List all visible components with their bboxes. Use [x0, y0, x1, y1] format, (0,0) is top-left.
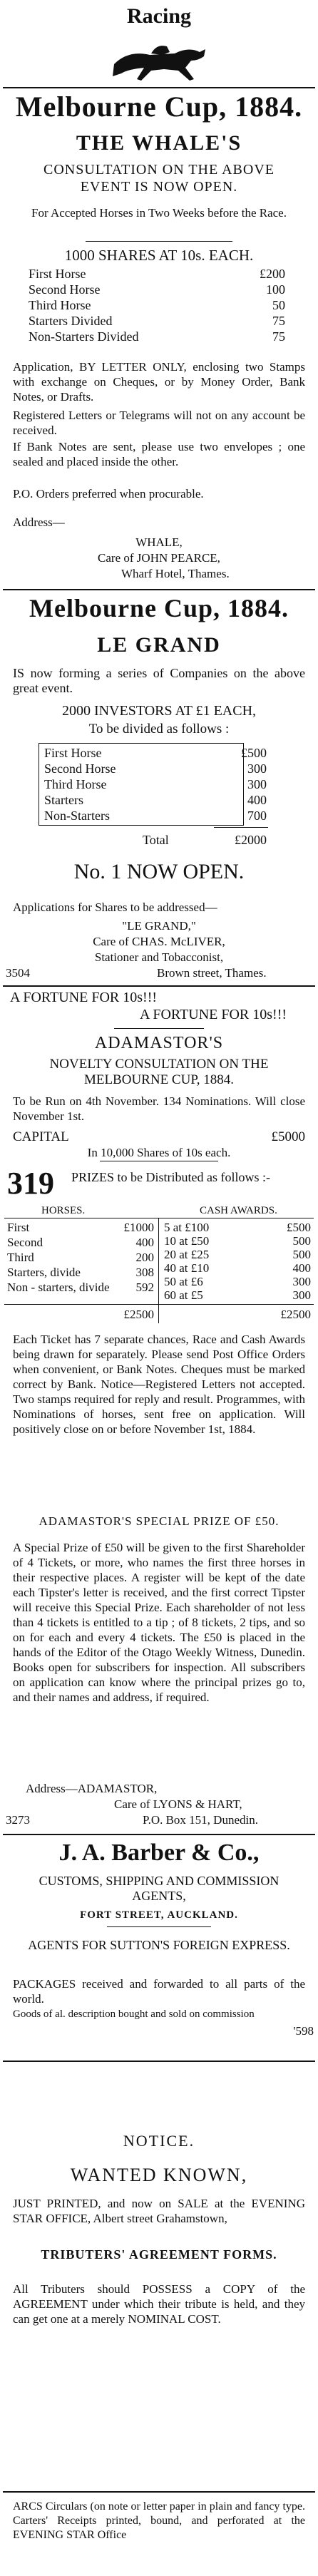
- cash-header: CASH AWARDS.: [200, 1205, 277, 1216]
- ad3-address-label: Address—ADAMASTOR,: [26, 1782, 158, 1795]
- cash-row: 60 at £5 300: [164, 1288, 311, 1302]
- ad3-sub2: MELBOURNE CUP, 1884.: [83, 1072, 235, 1087]
- prize-row: Starters Divided 75: [29, 314, 285, 328]
- table-divider: [158, 1218, 159, 1323]
- ad2-subheading: LE GRAND: [97, 633, 221, 657]
- ad5-title: TRIBUTERS' AGREEMENT FORMS.: [41, 2247, 277, 2262]
- ad2-divided: To be divided as follows :: [88, 722, 230, 737]
- ad3-body: Each Ticket has 7 separate chances, Race and Cash Awards being drawn for separately. Please send Post Office Orders when convenient, or Bank Notes. Cheques must be marked correct by Bank. Notice—Registered Letters not accepted. Two stamps required for reply and result. Programmes, with Nominations of horses, sent free on application. Will positively close on or before November 1st, 1884.: [13, 1333, 305, 1436]
- capital-row: CAPITAL £5000: [13, 1129, 305, 1144]
- ad2-investors: 2000 INVESTORS AT £1 EACH,: [61, 703, 257, 719]
- ad1-subheading: THE WHALE'S: [76, 131, 242, 155]
- ad1-addr2: Care of JOHN PEARCE,: [98, 551, 220, 565]
- section-title: Racing: [127, 4, 191, 28]
- prize-row: Non-Starters Divided 75: [29, 329, 285, 344]
- ad4-agents: AGENTS FOR SUTTON'S FOREIGN EXPRESS.: [28, 1938, 290, 1952]
- ad3-addr1: Care of LYONS & HART,: [114, 1797, 242, 1811]
- ad1-line2: EVENT IS NOW OPEN.: [80, 179, 238, 195]
- ad2-addr1: "LE GRAND,": [122, 919, 196, 933]
- horse-row: Second 400: [7, 1236, 154, 1249]
- horses-total: £2500: [123, 1308, 154, 1321]
- divider: [107, 1926, 211, 1927]
- prize-row: Non-Starters 700: [44, 809, 267, 823]
- prize-row: Second Horse 300: [44, 761, 267, 776]
- horse-row: Starters, divide 308: [7, 1266, 154, 1279]
- ad4-line2: FORT STREET, AUCKLAND.: [80, 1909, 238, 1921]
- ad1-addr3: Wharf Hotel, Thames.: [121, 567, 230, 580]
- ad2-addr3: Stationer and Tobacconist,: [94, 950, 224, 964]
- ad5-line2: JUST PRINTED, and now on SALE at the EVENING STAR OFFICE, Albert street Grahamstown,: [13, 2197, 305, 2225]
- ad3-sub1: NOVELTY CONSULTATION ON THE: [49, 1057, 269, 1072]
- horse-row: Non - starters, divide 592: [7, 1281, 154, 1294]
- divider: [86, 241, 232, 242]
- ad4-body2: Goods of al. description bought and sold on commission: [13, 2008, 255, 2020]
- ad2-open: No. 1 NOW OPEN.: [73, 860, 245, 883]
- divider: [3, 2491, 315, 2493]
- ad3-run: To be Run on 4th November. 134 Nominations. Will close November 1st.: [13, 1094, 305, 1123]
- prize-row: Third Horse 300: [44, 777, 267, 791]
- horse-row: First £1000: [7, 1221, 154, 1234]
- racehorse-illustration: [107, 39, 211, 83]
- ad3-addr2: P.O. Box 151, Dunedin.: [143, 1813, 258, 1827]
- divider: [3, 87, 315, 88]
- divider: [3, 589, 315, 590]
- cash-row: 5 at £100 £500: [164, 1221, 311, 1234]
- ad1-body2: Registered Letters or Telegrams will not on any account be received.: [13, 409, 305, 437]
- ad3-capital-note: In 10,000 Shares of 10s each.: [87, 1146, 231, 1159]
- horse-row: Third 200: [7, 1251, 154, 1264]
- ad3-prizes-text: PRIZES to be Distributed as follows :-: [71, 1170, 270, 1184]
- ad6-body: ARCS Circulars (on note or letter paper in plain and fancy type. Carters' Receipts printed, bound, and perforated at the EVENING STAR Office: [13, 2500, 305, 2541]
- ad3-number: 3273: [6, 1813, 30, 1827]
- ad1-shares: 1000 SHARES AT 10s. EACH.: [64, 247, 254, 264]
- ad2-number: 3504: [6, 966, 30, 980]
- cash-row: 10 at £50 500: [164, 1234, 311, 1248]
- ad1-accepted: For Accepted Horses in Two Weeks before the Race.: [31, 206, 287, 220]
- ad3-fortune2: A FORTUNE FOR 10s!!!: [140, 1007, 287, 1022]
- divider: [214, 827, 268, 828]
- divider: [3, 985, 315, 987]
- ad2-addr4: Brown street, Thames.: [157, 966, 267, 980]
- ad4-number: '598: [293, 2024, 314, 2038]
- ad1-address-label: Address—: [13, 515, 65, 529]
- divider: [3, 1834, 315, 1835]
- horses-header: HORSES.: [41, 1205, 86, 1216]
- ad3-prizes-count: 319: [7, 1166, 54, 1201]
- ad5-line1: WANTED KNOWN,: [70, 2165, 248, 2185]
- ad2-addr2: Care of CHAS. McLIVER,: [93, 935, 225, 948]
- ad3-special-body: A Special Prize of £50 will be given to the first Shareholder of 4 Tickets, or more, who names the first three horses in their respective places. A register will be kept of the date each Tipster's letter is received, and the first correct Tipster will receive this Special Prize. Each shareholder of not less than 4 tickets is entitled to a tip ; of 8 tickets, 2 tips, and so on for each and every 4 tickets. The £50 is placed in the hands of the Editor of the Otago Weekly Witness, Dunedin. Books open for subscribers for inspection. All subscribers on application can know where the principal prizes go to, and their names and address, if required.: [13, 1541, 305, 1704]
- ad1-body1: Application, BY LETTER ONLY, enclosing two Stamps with exchange on Cheques, or by Money Order, Bank Notes, or Drafts.: [13, 360, 305, 404]
- ad1-body4: P.O. Orders preferred when procurable.: [13, 487, 204, 501]
- ad1-body3: If Bank Notes are sent, please use two envelopes ; one sealed and placed inside the other.: [13, 440, 305, 468]
- ad4-name: J. A. Barber & Co.,: [58, 1839, 260, 1866]
- ad3-special-title: ADAMASTOR'S SPECIAL PRIZE OF £50.: [39, 1514, 279, 1528]
- ad1-heading: Melbourne Cup, 1884.: [15, 91, 303, 123]
- divider: [114, 1028, 204, 1029]
- ad4-line1: CUSTOMS, SHIPPING AND COMMISSION AGENTS,: [39, 1874, 279, 1903]
- prize-row: First Horse £500: [44, 746, 267, 760]
- ad2-heading: Melbourne Cup, 1884.: [29, 594, 289, 622]
- divider: [3, 2061, 315, 2062]
- ad5-body: All Tributers should POSSESS a COPY of the AGREEMENT under which their tribute is held, and they can get one at a merely NOMINAL COST.: [13, 2282, 305, 2326]
- ad3-fortune1: A FORTUNE FOR 10s!!!: [10, 990, 158, 1005]
- cash-row: 40 at £10 400: [164, 1261, 311, 1275]
- ad1-addr1: WHALE,: [135, 535, 183, 549]
- ad2-apply: Applications for Shares to be addressed—: [13, 900, 217, 914]
- ad4-body1: PACKAGES received and forwarded to all parts of the world.: [13, 1977, 305, 2006]
- cash-row: 50 at £6 300: [164, 1275, 311, 1288]
- ad2-intro: IS now forming a series of Companies on the above great event.: [13, 666, 305, 695]
- prize-row: Third Horse 50: [29, 298, 285, 312]
- cash-row: 20 at £25 500: [164, 1248, 311, 1261]
- ad5-notice: NOTICE.: [123, 2132, 195, 2150]
- prize-row: Starters 400: [44, 793, 267, 807]
- ad3-title: ADAMASTOR'S: [94, 1034, 224, 1052]
- prize-row: First Horse £200: [29, 267, 285, 281]
- cash-total: £2500: [280, 1308, 311, 1321]
- ad1-line1: CONSULTATION ON THE ABOVE: [43, 162, 275, 178]
- prize-row: Second Horse 100: [29, 282, 285, 297]
- total-row: Total £2000: [143, 833, 267, 847]
